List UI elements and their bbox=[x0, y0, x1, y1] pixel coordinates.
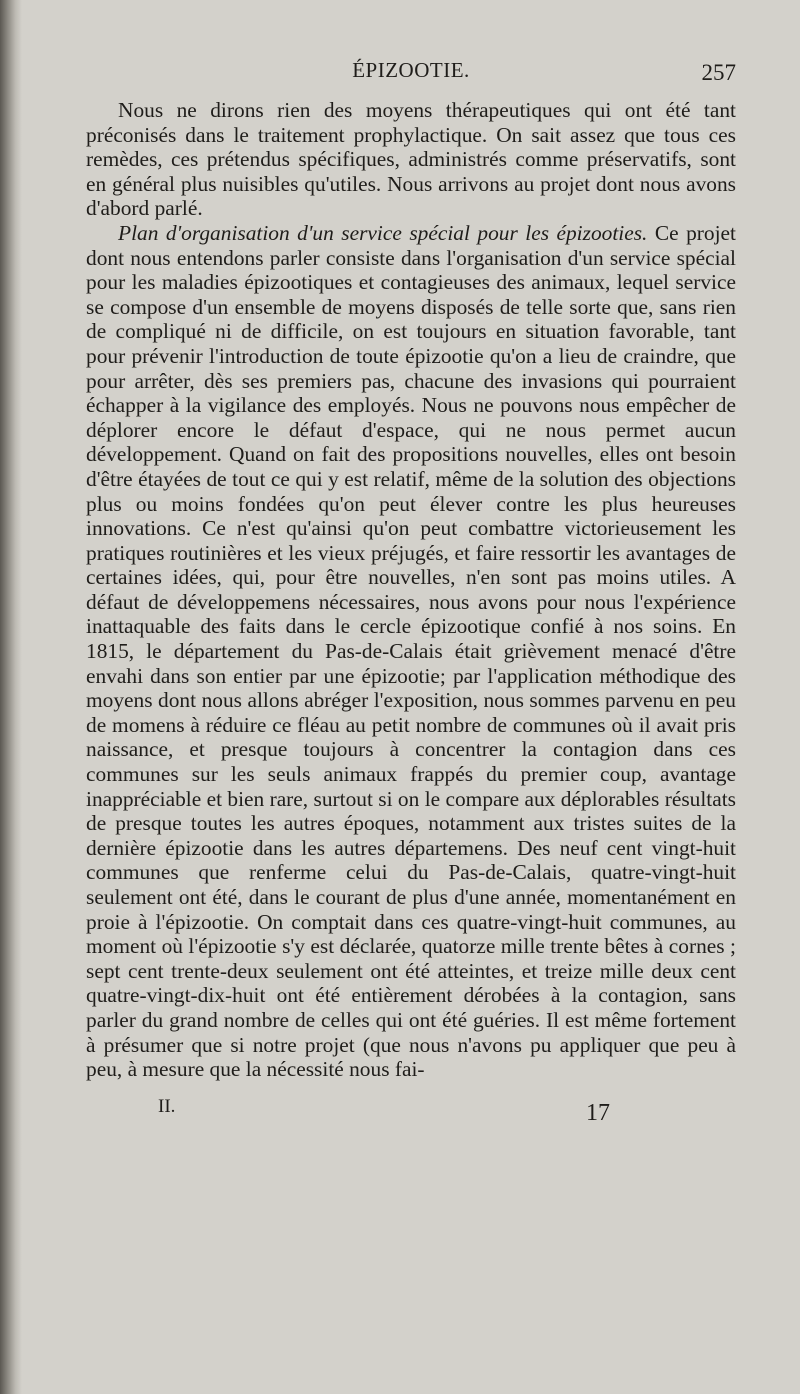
paragraph-2-text: Ce projet dont nous entendons parler consiste dans l'organisation d'un service spécial pour les maladies épizootiques et contagieuses des animaux, lequel service se compose d'un ensemble de moyens disposés de telle sorte que, sans rien de compliqué ni de difficile, on est toujours en situation favorable, tant pour prévenir l'introduction de toute épizootie qu'on a lieu de craindre, que pour arrêter, dès ses premiers pas, chacune des invasions qui pourraient échapper à la vigilance des employés. Nous ne pouvons nous empêcher de déplorer encore le défaut d'espace, qui ne nous permet aucun développement. Quand on fait des propositions nouvelles, elles ont besoin d'être étayées de tout ce qui y est relatif, même de la solution des objections plus ou moins fondées qu'on peut élever contre les plus heureuses innovations. Ce n'est qu'ainsi qu'on peut combattre victorieusement les pratiques routinières et les vieux préjugés, et faire ressortir les avantages de certaines idées, qui, pour être nouvelles, n'en sont pas moins utiles. A défaut de développemens nécessaires, nous avons pour nous l'expérience inattaquable des faits dans le cercle épizootique confié à nos soins. En 1815, le département du Pas-de-Calais était grièvement menacé d'être envahi dans son entier par une épizootie; par l'application méthodique des moyens dont nous allons abréger l'exposition, nous sommes parvenu en peu de momens à réduire ce fléau au petit nombre de communes où il avait pris naissance, et presque toujours à concentrer la contagion dans ces communes sur les seuls animaux frappés du premier coup, avantage inappréciable et bien rare, surtout si on le compare aux déplorables résultats de presque toutes les autres époques, notamment aux tristes suites de la dernière épizootie dans les autres départemens. Des neuf cent vingt-huit communes que renferme celui du Pas-de-Calais, quatre-vingt-huit seulement ont été, dans le courant de plus d'une année, momentanément en proie à l'épizootie. On comptait dans ces quatre-vingt-huit communes, au moment où l'épizootie s'y est déclarée, quatorze mille trente bêtes à cornes ; sept cent trente-deux seulement ont été atteintes, et treize mille deux cent quatre-vingt-dix-huit ont été entièrement dérobées à la contagion, sans parler du grand nombre de celles qui ont été guéries. Il est même fortement à présumer que si notre projet (que nous n'avons pu appliquer que peu à peu, à mesure que la nécessité nous fai- bbox=[86, 220, 736, 1082]
section-heading: Plan d'organisation d'un service spécial pour les épizooties. bbox=[118, 220, 648, 245]
page-number: 257 bbox=[701, 60, 736, 85]
body-text bbox=[86, 98, 736, 1082]
page-header bbox=[86, 58, 736, 90]
signature-mark: 17 bbox=[586, 1099, 610, 1126]
volume-mark: II. bbox=[158, 1095, 176, 1117]
running-title: ÉPIZOOTIE. bbox=[352, 58, 470, 82]
book-spine-shadow bbox=[0, 0, 22, 1394]
book-page bbox=[86, 58, 736, 1388]
paragraph-1: Nous ne dirons rien des moyens thérapeutiques qui ont été tant préconisés dans le traitement prophylactique. On sait assez que tous ces remèdes, ces prétendus spécifiques, administrés comme préservatifs, sont en général plus nuisibles qu'utiles. Nous arrivons au projet dont nous avons d'abord parlé. bbox=[86, 98, 736, 221]
page-footer bbox=[86, 1096, 736, 1136]
paragraph-2 bbox=[86, 221, 736, 1082]
